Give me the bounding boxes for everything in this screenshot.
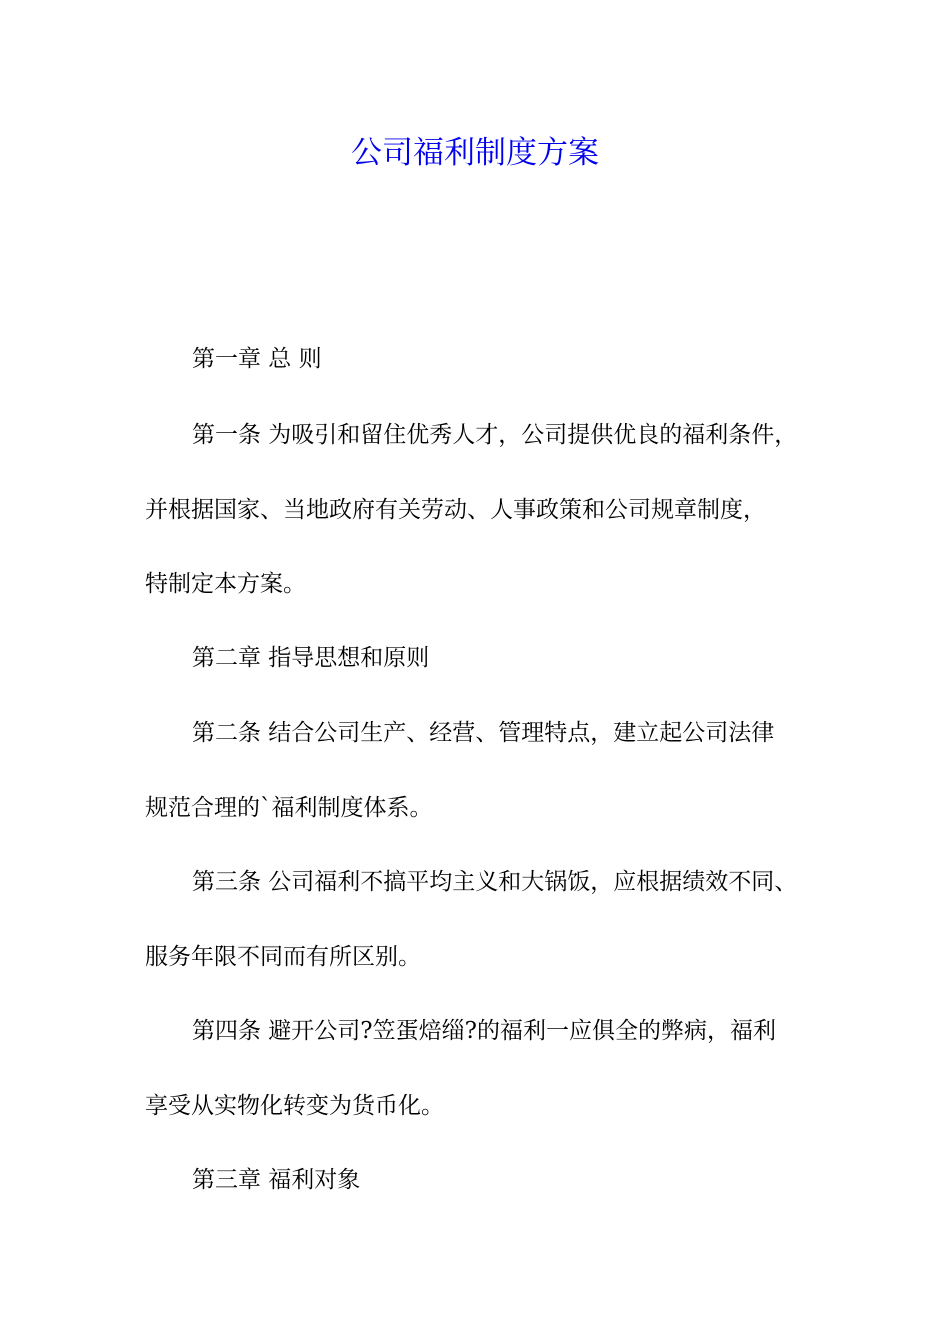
chapter-heading-1: 第一章 总 则 [192, 346, 322, 372]
article-3-line-2: 服务年限不同而有所区别。 [145, 944, 421, 970]
article-3-line-1: 第三条 公司福利不搞平均主义和大锅饭，应根据绩效不同、 [192, 869, 798, 895]
article-2-line-1: 第二条 结合公司生产、经营、管理特点，建立起公司法律 [192, 720, 775, 746]
article-1-line-3: 特制定本方案。 [145, 571, 306, 597]
article-1-line-2: 并根据国家、当地政府有关劳动、人事政策和公司规章制度， [145, 497, 766, 523]
article-4-line-2: 享受从实物化转变为货币化。 [145, 1093, 444, 1119]
chapter-heading-3: 第三章 福利对象 [192, 1167, 361, 1193]
chapter-heading-2: 第二章 指导思想和原则 [192, 645, 430, 671]
document-title: 公司福利制度方案 [351, 135, 599, 171]
article-4-line-1: 第四条 避开公司?笠蛋焙缁?的福利一应俱全的弊病，福利 [192, 1018, 776, 1044]
article-2-line-2: 规范合理的`福利制度体系。 [145, 795, 433, 821]
article-1-line-1: 第一条 为吸引和留住优秀人才，公司提供优良的福利条件， [192, 422, 798, 448]
